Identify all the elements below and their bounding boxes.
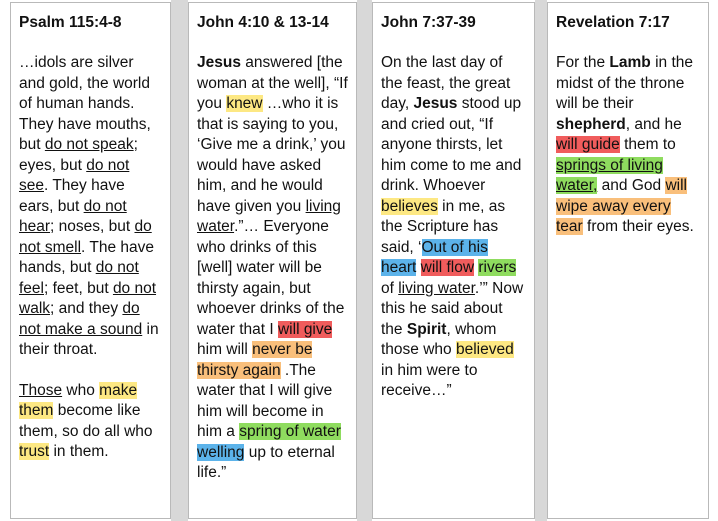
column-title: John 4:10 & 13-14	[197, 14, 329, 31]
text-run: in him were to receive…”	[381, 361, 478, 399]
text-run: ; noses, but	[50, 218, 135, 235]
highlight-yellow: believed	[455, 341, 514, 358]
highlight-yellow: make them	[19, 381, 138, 419]
text-run	[416, 259, 420, 276]
text-run: For the	[556, 54, 610, 71]
column-john-4	[188, 2, 357, 519]
text-run: ; and they	[50, 300, 123, 317]
column-text	[197, 53, 348, 484]
underlined-text: do not walk	[19, 279, 157, 317]
underlined-text: do not see	[19, 156, 130, 194]
column-revelation	[547, 2, 709, 519]
column-title: John 7:37-39	[381, 14, 476, 31]
paragraph	[556, 53, 700, 238]
text-run: them to	[619, 136, 676, 153]
text-run: ; eyes, but	[19, 136, 138, 174]
paragraph	[381, 53, 526, 402]
highlight-red: will give	[277, 320, 333, 338]
highlight-green: spring of water	[239, 423, 341, 440]
text-run: answered [the woman at the well], “If you	[197, 54, 348, 112]
column-psalm	[10, 2, 171, 519]
underlined-text: do not hear	[19, 197, 127, 235]
highlight-red: will flow	[420, 259, 475, 276]
text-run: ; feet, but	[44, 279, 113, 297]
highlight-orange: never be thirsty again	[197, 341, 313, 379]
text-run: .’” Now this he said about the	[381, 279, 524, 338]
text-run: . The have hands, but	[19, 238, 154, 276]
column-divider	[535, 0, 547, 521]
highlight-blue: welling	[197, 443, 245, 461]
bold-text: Spirit	[406, 320, 447, 338]
text-run: of	[381, 279, 399, 297]
column-text	[381, 53, 526, 402]
highlight-blue: Out of his heart	[381, 238, 488, 276]
bold-text: Jesus	[197, 54, 241, 71]
text-run: from their eyes.	[582, 218, 694, 235]
text-run: , and he	[625, 115, 682, 133]
highlight-red: will guide	[556, 136, 620, 153]
highlight-yellow: trust	[19, 443, 50, 460]
column-divider	[171, 0, 188, 521]
text-run: . They have ears, but	[19, 177, 125, 215]
column-title: Psalm 115:4-8	[19, 14, 122, 31]
text-run: become like them, so do all who	[19, 402, 153, 440]
highlight-yellow: knew	[226, 95, 263, 112]
column-text	[19, 53, 162, 463]
underlined-text: do not feel	[19, 259, 139, 297]
underlined-text: do not make a sound	[19, 300, 143, 338]
text-run: …idols are silver and gold, the world of human hands. They have mouths, but	[19, 54, 151, 153]
bold-text: Lamb	[609, 54, 651, 71]
text-run: up to eternal life.”	[197, 443, 335, 481]
underlined-text: Those	[19, 381, 63, 399]
text-run: and God	[597, 177, 666, 194]
text-run: …who it is that is saying to you, ‘Give me a drink,’ you would have asked him, and he would have given you	[197, 95, 346, 215]
bold-text: shepherd	[556, 115, 626, 133]
paragraph	[19, 381, 162, 463]
paragraph	[19, 53, 162, 361]
column-title: Revelation 7:17	[556, 14, 670, 31]
text-run: who	[62, 381, 100, 399]
paragraph	[197, 53, 348, 484]
text-run: him will	[197, 341, 253, 358]
underlined-text: living water	[197, 197, 341, 235]
highlight-yellow: believes	[381, 197, 438, 215]
text-run: .The water that I will give him will become in him a	[197, 361, 333, 440]
text-run: in them.	[49, 443, 109, 460]
text-run: On the last day of the feast, the great day,	[381, 54, 511, 112]
column-text	[556, 53, 700, 238]
highlight-green: springs of living water,	[556, 156, 663, 194]
bold-text: Jesus	[413, 95, 458, 112]
underlined-text: do not smell	[19, 218, 152, 256]
highlight-orange: will wipe away every tear	[556, 177, 687, 235]
text-run: in their throat.	[19, 320, 159, 358]
text-run: .”… Everyone who drinks of this [well] water will be thirsty again, but whoever drinks of the water that I	[197, 218, 345, 338]
column-john-7	[372, 2, 535, 519]
column-divider	[357, 0, 372, 521]
underlined-text: living water	[398, 279, 475, 297]
text-run: in the midst of the throne will be their	[556, 54, 693, 112]
underlined-text: do not speak	[44, 136, 134, 153]
text-run: in me, as the Scripture has said, ‘	[381, 197, 506, 256]
highlight-green: rivers	[478, 259, 517, 276]
text-run: , whom those who	[381, 320, 497, 358]
text-run: stood up and cried out, “If anyone thirsts, let him come to me and drink. Whoever	[381, 95, 522, 194]
